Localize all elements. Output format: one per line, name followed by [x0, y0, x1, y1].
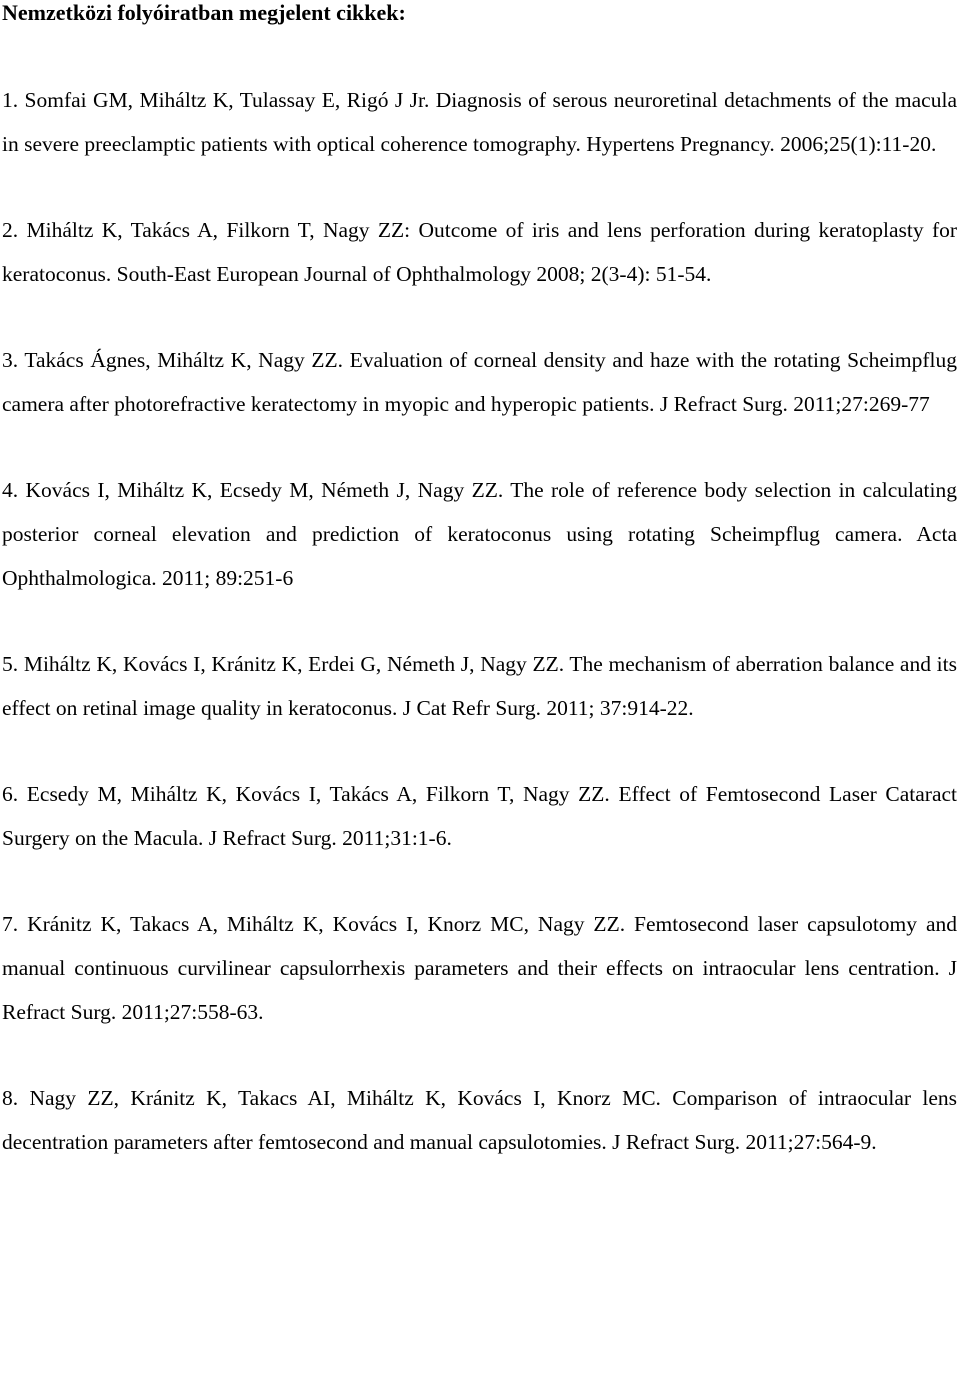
item-citation: The mechanism of aberration balance and its effect on retinal image quality in keratoconus. J Cat Refr Surg. 2011; 37:914-22. [2, 652, 957, 720]
publication-item [2, 1076, 957, 1164]
item-authors: Ecsedy M, Miháltz K, Kovács I, Takács A, Filkorn T, Nagy ZZ. [26, 782, 610, 806]
item-citation: The role of reference body selection in calculating posterior corneal elevation and prediction of keratoconus using rotating Scheimpflug camera. Acta Ophthalmologica. 2011; 89:251-6 [2, 478, 957, 590]
item-authors: Kovács I, Miháltz K, Ecsedy M, Németh J, Nagy ZZ. [25, 478, 504, 502]
publication-item [2, 468, 957, 600]
item-number: 7. [2, 912, 19, 936]
item-authors: Somfai GM, Miháltz K, Tulassay E, Rigó J Jr. [24, 88, 430, 112]
item-citation: Diagnosis of serous neuroretinal detachments of the macula in severe preeclamptic patients with optical coherence tomography. Hypertens Pregnancy. 2006;25(1):11-20. [2, 88, 957, 156]
item-authors: Takács Ágnes, Miháltz K, Nagy ZZ. [24, 348, 343, 372]
item-number: 5. [2, 652, 19, 676]
item-authors: Miháltz K, Takács A, Filkorn T, Nagy ZZ: [26, 218, 411, 242]
item-number: 2. [2, 218, 19, 242]
item-authors: Miháltz K, Kovács I, Kránitz K, Erdei G, Németh J, Nagy ZZ. [23, 652, 565, 676]
publication-item [2, 78, 957, 166]
item-number: 4. [2, 478, 19, 502]
publication-item [2, 338, 957, 426]
publication-list [2, 78, 957, 1164]
item-citation: Outcome of iris and lens perforation during keratoplasty for keratoconus. South-East European Journal of Ophthalmology 2008; 2(3-4): 51-54. [2, 218, 958, 286]
publication-item [2, 208, 957, 296]
item-number: 6. [2, 782, 19, 806]
item-citation: Comparison of intraocular lens decentration parameters after femtosecond and manual capsulotomies. J Refract Surg. 2011;27:564-9. [2, 1086, 958, 1154]
item-citation: Effect of Femtosecond Laser Cataract Surgery on the Macula. J Refract Surg. 2011;31:1-6. [2, 782, 958, 850]
item-authors: Kránitz K, Takacs A, Miháltz K, Kovács I, Knorz MC, Nagy ZZ. [27, 912, 626, 936]
item-number: 1. [2, 88, 19, 112]
item-citation: Femtosecond laser capsulotomy and manual continuous curvilinear capsulorrhexis parameters and their effects on intraocular lens centration. J Refract Surg. 2011;27:558-63. [2, 912, 958, 1024]
item-number: 3. [2, 348, 19, 372]
publication-item [2, 642, 957, 730]
item-citation: Evaluation of corneal density and haze with the rotating Scheimpflug camera after photorefractive keratectomy in myopic and hyperopic patients. J Refract Surg. 2011;27:269-77 [2, 348, 957, 416]
publication-item [2, 772, 957, 860]
publication-item [2, 902, 957, 1034]
item-authors: Nagy ZZ, Kránitz K, Takacs AI, Miháltz K, Kovács I, Knorz MC. [29, 1086, 661, 1110]
item-number: 8. [2, 1086, 19, 1110]
section-heading: Nemzetközi folyóiratban megjelent cikkek: [2, 0, 406, 25]
